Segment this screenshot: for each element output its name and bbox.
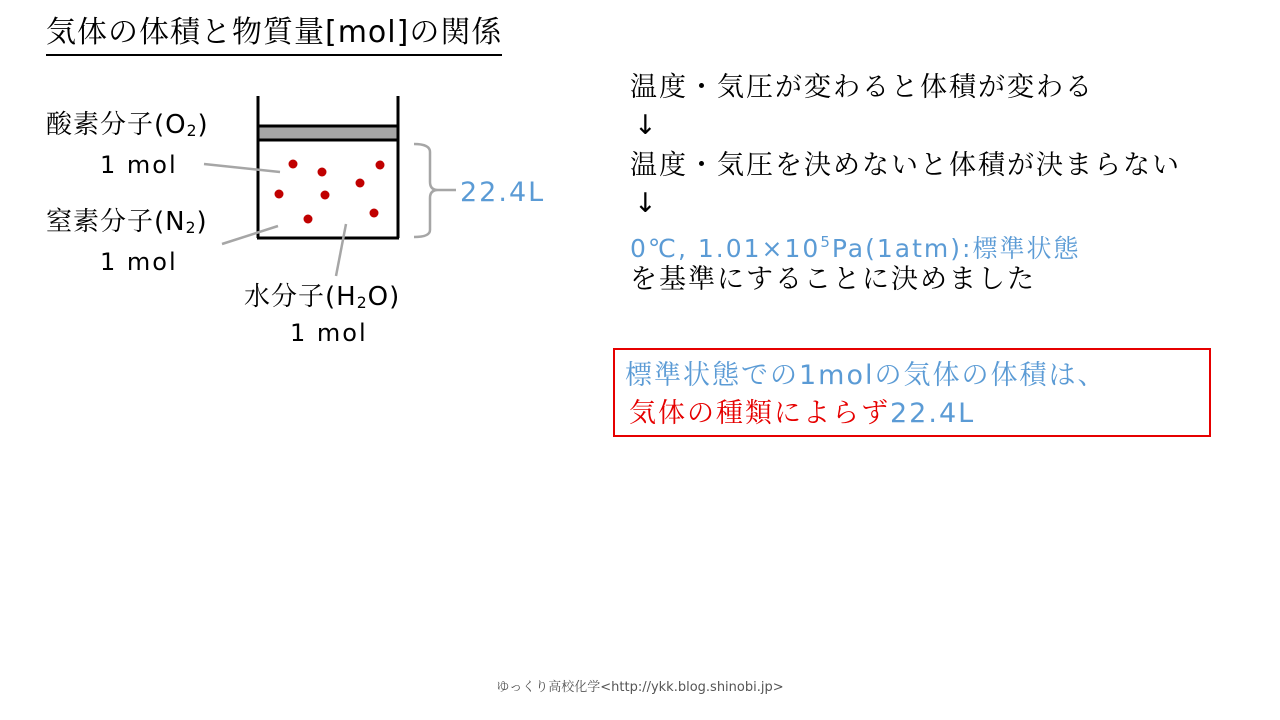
nitrogen-label (46, 205, 208, 245)
footer-credit: ゆっくり高校化学<http://ykk.blog.shinobi.jp> (496, 680, 784, 695)
water-name: 水分子(H (244, 282, 357, 312)
down-arrow-icon: ↓ (634, 110, 657, 141)
conclusion-box (613, 348, 1211, 437)
oxygen-label (46, 108, 209, 148)
molecule (321, 191, 330, 200)
piston (258, 126, 398, 140)
molecule (356, 179, 365, 188)
volume-label: 22.4L (460, 177, 546, 208)
oxygen-name: 酸素分子(O (46, 110, 187, 140)
molecule (370, 209, 379, 218)
oxygen-leader-line (204, 164, 280, 172)
explanation-line-1: 温度・気圧が変わると体積が変わる (630, 72, 1094, 103)
water-subscript: 2 (356, 294, 368, 312)
nitrogen-amount: 1 mol (100, 248, 178, 276)
explanation-line-4: を基準にすることに決めました (630, 264, 1036, 295)
conclusion-line-1: 標準状態での1molの気体の体積は、 (625, 360, 1107, 391)
water-amount: 1 mol (290, 319, 368, 347)
oxygen-subscript: 2 (186, 122, 198, 140)
water-label (244, 280, 400, 320)
water-close: O) (367, 282, 401, 312)
oxygen-close: ) (197, 110, 209, 140)
standard-state-name: Pa(1atm):標準状態 (831, 234, 1081, 263)
water-leader-line (336, 224, 346, 276)
nitrogen-leader-line (222, 226, 278, 244)
conclusion-volume: 22.4L (890, 398, 976, 429)
molecule (304, 215, 313, 224)
conclusion-line-2 (629, 396, 975, 432)
conclusion-emphasis: 気体の種類によらず (629, 398, 890, 429)
nitrogen-close: ) (196, 207, 208, 237)
oxygen-amount: 1 mol (100, 151, 178, 179)
molecule (318, 168, 327, 177)
down-arrow-icon: ↓ (634, 188, 657, 219)
explanation-line-2: 温度・気圧を決めないと体積が決まらない (630, 150, 1181, 181)
molecule (275, 190, 284, 199)
volume-bracket (414, 144, 438, 237)
page-title: 気体の体積と物質量[mol]の関係 (46, 14, 502, 56)
standard-state-definition (630, 224, 1080, 267)
molecule (289, 160, 298, 169)
standard-state-pressure: 0℃, 1.01×10 (630, 234, 821, 263)
exponent: 5 (820, 233, 832, 251)
nitrogen-subscript: 2 (185, 219, 197, 237)
nitrogen-name: 窒素分子(N (46, 207, 186, 237)
molecule (376, 161, 385, 170)
